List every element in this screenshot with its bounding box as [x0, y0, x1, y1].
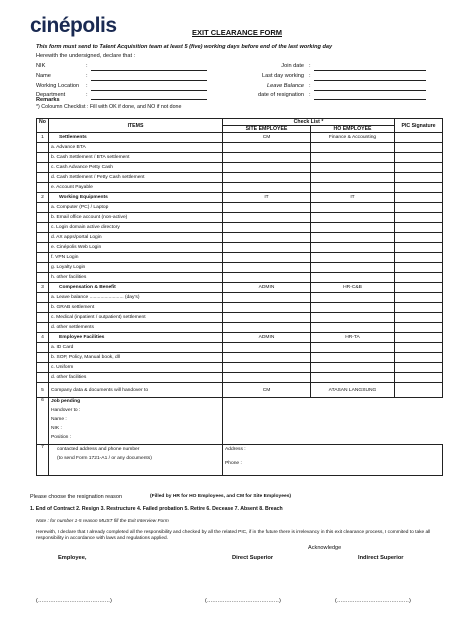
row-ho-employee[interactable] [311, 313, 395, 323]
leave-balance-field[interactable] [314, 90, 426, 91]
row-site-employee[interactable] [223, 293, 311, 303]
row-number: 7 [37, 445, 49, 476]
job-pending-line: Position : [51, 435, 72, 440]
join-date-field[interactable] [314, 70, 426, 71]
table-row [37, 363, 443, 373]
responsibility-statement: Herewith, I declare that I already completed all the responsibility and checked by all the related PIC, if in the future there is irrelevancy in this exit clearance process, I commited to take all responsibility in accordance with laws and regulations applied. [36, 530, 431, 541]
row-item: Settlements [49, 133, 223, 143]
row-number [37, 263, 49, 273]
row-site-employee[interactable]: ADMIN [223, 283, 311, 293]
row-item: a. Computer (PC) / Laptop [49, 203, 223, 213]
row-item: b. SOP, Policy, Manual book, dll [49, 353, 223, 363]
row-pic-signature[interactable] [395, 233, 443, 243]
row-ho-employee[interactable] [311, 293, 395, 303]
row-site-employee[interactable] [223, 143, 311, 153]
field-label-department: Department [36, 92, 66, 98]
row-item: b. GRAB settlement [49, 303, 223, 313]
table-row [37, 343, 443, 353]
row-number [37, 203, 49, 213]
row-ho-employee[interactable] [311, 253, 395, 263]
row-site-employee[interactable] [223, 273, 311, 283]
row-ho-employee[interactable]: HR-C&B [311, 283, 395, 293]
row-ho-employee[interactable] [311, 143, 395, 153]
table-section-row [37, 283, 443, 293]
exit-interview-note: Note : for number 1-5 reason MUST fill the Exit Interview Form [36, 519, 169, 524]
table-row [37, 173, 443, 183]
row-item: c. Medical (inpatient / outpatient) settlement [49, 313, 223, 323]
phone-field[interactable]: Phone : [225, 461, 242, 466]
table-row [37, 243, 443, 253]
field-label-join-date: Join date [281, 63, 304, 69]
row-ho-employee[interactable]: Finance & Accounting [311, 133, 395, 143]
row-number [37, 223, 49, 233]
table-row [37, 323, 443, 333]
last-day-field[interactable] [314, 80, 426, 81]
row-number [37, 273, 49, 283]
row-item: a. Leave balance ......................... (day's) [49, 293, 223, 303]
row-ho-employee[interactable] [311, 303, 395, 313]
row-site-employee[interactable] [223, 213, 311, 223]
reason-options[interactable]: 1. End of Contract 2. Resign 3. Restructure 4. Failed probation 5. Retire 6. Decease 7. Absent 8. Breach [30, 506, 283, 512]
row-pic-signature[interactable] [395, 263, 443, 273]
table-row [37, 383, 443, 398]
row-site-employee[interactable] [223, 263, 311, 273]
field-label-working-location: Working Location [36, 83, 80, 89]
row-ho-employee[interactable] [311, 173, 395, 183]
row-number [37, 183, 49, 193]
row-item: Compensation & Benefit [49, 283, 223, 293]
job-pending-row [37, 398, 443, 445]
row-site-employee[interactable] [223, 163, 311, 173]
submission-notice: This form must send to Talent Acquisition team at least 5 (five) working days before end of the last working day [36, 44, 333, 50]
row-site-employee[interactable] [223, 203, 311, 213]
row-number [37, 363, 49, 373]
row-number [37, 313, 49, 323]
row-pic-signature[interactable] [395, 343, 443, 353]
table-row [37, 293, 443, 303]
row-ho-employee[interactable] [311, 273, 395, 283]
row-pic-signature[interactable] [395, 143, 443, 153]
job-pending-line: Handover to : [51, 408, 81, 413]
row-pic-signature[interactable] [395, 383, 443, 398]
row-ho-employee[interactable] [311, 373, 395, 383]
row-pic-signature[interactable] [395, 223, 443, 233]
row-item: d. AX apps/portal Login [49, 233, 223, 243]
row-pic-signature[interactable] [395, 293, 443, 303]
row-number: 4 [37, 333, 49, 343]
employee-signature-label: Employee, [58, 555, 87, 561]
table-section-row [37, 193, 443, 203]
table-row [37, 263, 443, 273]
table-row [37, 353, 443, 363]
col-header-site: SITE EMPLOYEE [223, 126, 311, 133]
row-item: g. Loyalty Login [49, 263, 223, 273]
company-logo: cinépolis [30, 14, 117, 37]
row-item: d. other facilities [49, 373, 223, 383]
row-item: e. Account Payable [49, 183, 223, 193]
field-label-last-day: Last day working [262, 73, 304, 79]
row-number [37, 373, 49, 383]
row-pic-signature[interactable] [395, 283, 443, 293]
direct-superior-label: Direct Superior [232, 555, 274, 561]
contact-subtitle: (to send Form 1721-A1 / or any documents) [57, 456, 152, 461]
indirect-superior-signature-line[interactable]: (.........................................) [335, 598, 412, 604]
job-pending-line: Name : [51, 417, 67, 422]
job-pending-line: NIK : [51, 426, 62, 431]
address-field[interactable]: Address : [225, 447, 246, 452]
row-item: a. ID Card [49, 343, 223, 353]
row-number [37, 233, 49, 243]
remarks-text: *) Coloumn Checklist : Fill with OK if done, and NO if not done [36, 104, 182, 110]
field-sep: : [86, 63, 88, 69]
row-pic-signature[interactable] [395, 173, 443, 183]
table-row [37, 143, 443, 153]
table-header-row-1 [37, 119, 443, 126]
row-ho-employee[interactable] [311, 163, 395, 173]
contact-title: contacted address and phone number [57, 447, 140, 452]
row-site-employee[interactable]: CM [223, 383, 311, 398]
row-pic-signature[interactable] [395, 333, 443, 343]
row-site-employee[interactable] [223, 223, 311, 233]
row-item: f. VPN Login [49, 253, 223, 263]
row-ho-employee[interactable] [311, 203, 395, 213]
row-ho-employee[interactable] [311, 353, 395, 363]
row-site-employee[interactable] [223, 363, 311, 373]
table-row [37, 163, 443, 173]
table-row [37, 253, 443, 263]
row-ho-employee[interactable]: ATASAN LANGSUNG [311, 383, 395, 398]
contact-fields-cell[interactable] [223, 445, 443, 476]
row-site-employee[interactable]: ADMIN [223, 333, 311, 343]
row-item: Employee Facilities [49, 333, 223, 343]
row-pic-signature[interactable] [395, 373, 443, 383]
row-number [37, 343, 49, 353]
indirect-superior-label: Indirect Superior [358, 555, 404, 561]
row-site-employee[interactable] [223, 243, 311, 253]
contact-address-cell [49, 445, 223, 476]
department-field[interactable] [91, 99, 207, 100]
row-pic-signature[interactable] [395, 183, 443, 193]
row-pic-signature[interactable] [395, 253, 443, 263]
field-label-name: Name [36, 73, 51, 79]
row-site-employee[interactable] [223, 353, 311, 363]
reason-label: Please choose the resignation reason [30, 494, 123, 500]
row-number: 3 [37, 283, 49, 293]
row-pic-signature[interactable] [395, 323, 443, 333]
row-item: c. Uniform [49, 363, 223, 373]
remarks-title: Remarks [36, 97, 60, 103]
row-item: b. Cash Settlement / BTA settlement [49, 153, 223, 163]
name-field[interactable] [91, 80, 207, 81]
row-pic-signature[interactable] [395, 243, 443, 253]
row-pic-signature[interactable] [395, 203, 443, 213]
row-pic-signature[interactable] [395, 163, 443, 173]
row-number [37, 323, 49, 333]
table-row [37, 233, 443, 243]
job-pending-blank [223, 398, 443, 445]
row-pic-signature[interactable] [395, 363, 443, 373]
row-number [37, 153, 49, 163]
row-item: d. other settlements [49, 323, 223, 333]
row-site-employee[interactable] [223, 343, 311, 353]
table-row [37, 223, 443, 233]
row-ho-employee[interactable] [311, 243, 395, 253]
row-site-employee[interactable] [223, 303, 311, 313]
table-row [37, 153, 443, 163]
row-number: 1 [37, 133, 49, 143]
table-row [37, 273, 443, 283]
row-number [37, 143, 49, 153]
col-header-ho: HO EMPLOYEE [311, 126, 395, 133]
working-location-field[interactable] [91, 90, 207, 91]
row-ho-employee[interactable]: HR-TA [311, 333, 395, 343]
nik-field[interactable] [91, 70, 207, 71]
row-site-employee[interactable] [223, 153, 311, 163]
col-header-no: No [37, 119, 49, 133]
field-sep: : [309, 73, 311, 79]
row-site-employee[interactable]: CM [223, 133, 311, 143]
row-item: d. Cash Settlement / Petty Cash settlement [49, 173, 223, 183]
row-site-employee[interactable] [223, 313, 311, 323]
field-label-leave-balance: Leave Balance [266, 83, 304, 89]
row-ho-employee[interactable] [311, 153, 395, 163]
row-pic-signature[interactable] [395, 313, 443, 323]
row-site-employee[interactable] [223, 173, 311, 183]
job-pending-cell[interactable] [49, 398, 223, 445]
row-ho-employee[interactable] [311, 263, 395, 273]
direct-superior-signature-line[interactable]: (.........................................) [205, 598, 282, 604]
row-site-employee[interactable] [223, 233, 311, 243]
row-item: c. Cash Advance Petty Cash [49, 163, 223, 173]
row-item: a. Advance BTA [49, 143, 223, 153]
row-item: Working Equipments [49, 193, 223, 203]
row-number: 2 [37, 193, 49, 203]
table-section-row [37, 133, 443, 143]
row-pic-signature[interactable] [395, 353, 443, 363]
table-row [37, 203, 443, 213]
field-label-resignation-date: date of resignation [257, 92, 304, 98]
col-header-checklist: Check List * [223, 119, 395, 126]
field-sep: : [86, 92, 88, 98]
col-header-items: ITEMS [49, 119, 223, 133]
field-sep: : [309, 63, 311, 69]
row-ho-employee[interactable] [311, 363, 395, 373]
reason-fill-note: (Filled by HR for HO Employees, and CM for Site Employees) [150, 494, 292, 499]
row-site-employee[interactable] [223, 183, 311, 193]
field-sep: : [309, 92, 311, 98]
field-sep: : [309, 83, 311, 89]
row-number [37, 353, 49, 363]
row-number [37, 253, 49, 263]
clearance-table [36, 118, 443, 476]
acknowledge-label: Acknowledge [308, 545, 342, 551]
field-label-nik: NIK [36, 63, 46, 69]
row-item: c. Login domain active directory [49, 223, 223, 233]
row-number [37, 163, 49, 173]
row-pic-signature[interactable] [395, 273, 443, 283]
table-row [37, 313, 443, 323]
row-item: e. Cinépolis Web Login [49, 243, 223, 253]
col-header-pic: PIC Signature [395, 119, 443, 133]
table-row [37, 303, 443, 313]
row-ho-employee[interactable]: IT [311, 193, 395, 203]
row-number [37, 213, 49, 223]
row-number: 6 [37, 398, 49, 445]
row-site-employee[interactable] [223, 253, 311, 263]
row-number: 5 [37, 383, 49, 398]
row-pic-signature[interactable] [395, 133, 443, 143]
row-number [37, 173, 49, 183]
job-pending-title: Job pending [51, 399, 81, 404]
form-title: EXIT CLEARANCE FORM [192, 28, 282, 37]
row-ho-employee[interactable] [311, 213, 395, 223]
row-site-employee[interactable]: IT [223, 193, 311, 203]
row-pic-signature[interactable] [395, 303, 443, 313]
row-ho-employee[interactable] [311, 183, 395, 193]
row-item: b. Email office account (non-active) [49, 213, 223, 223]
row-pic-signature[interactable] [395, 153, 443, 163]
resignation-date-field[interactable] [314, 99, 426, 100]
row-pic-signature[interactable] [395, 213, 443, 223]
declaration-intro: Herewith the undersigned, declare that : [36, 53, 136, 59]
row-ho-employee[interactable] [311, 343, 395, 353]
row-ho-employee[interactable] [311, 233, 395, 243]
table-row [37, 213, 443, 223]
contact-address-row [37, 445, 443, 476]
employee-signature-line[interactable]: (.........................................) [36, 598, 113, 604]
table-row [37, 183, 443, 193]
table-row [37, 373, 443, 383]
row-ho-employee[interactable] [311, 323, 395, 333]
row-site-employee[interactable] [223, 373, 311, 383]
table-section-row [37, 333, 443, 343]
row-pic-signature[interactable] [395, 193, 443, 203]
row-number [37, 303, 49, 313]
field-sep: : [86, 73, 88, 79]
row-ho-employee[interactable] [311, 223, 395, 233]
row-number [37, 243, 49, 253]
row-number [37, 293, 49, 303]
row-item: h. other facilities [49, 273, 223, 283]
row-site-employee[interactable] [223, 323, 311, 333]
row-item: Company data & documents will handover to [49, 383, 223, 398]
field-sep: : [86, 83, 88, 89]
